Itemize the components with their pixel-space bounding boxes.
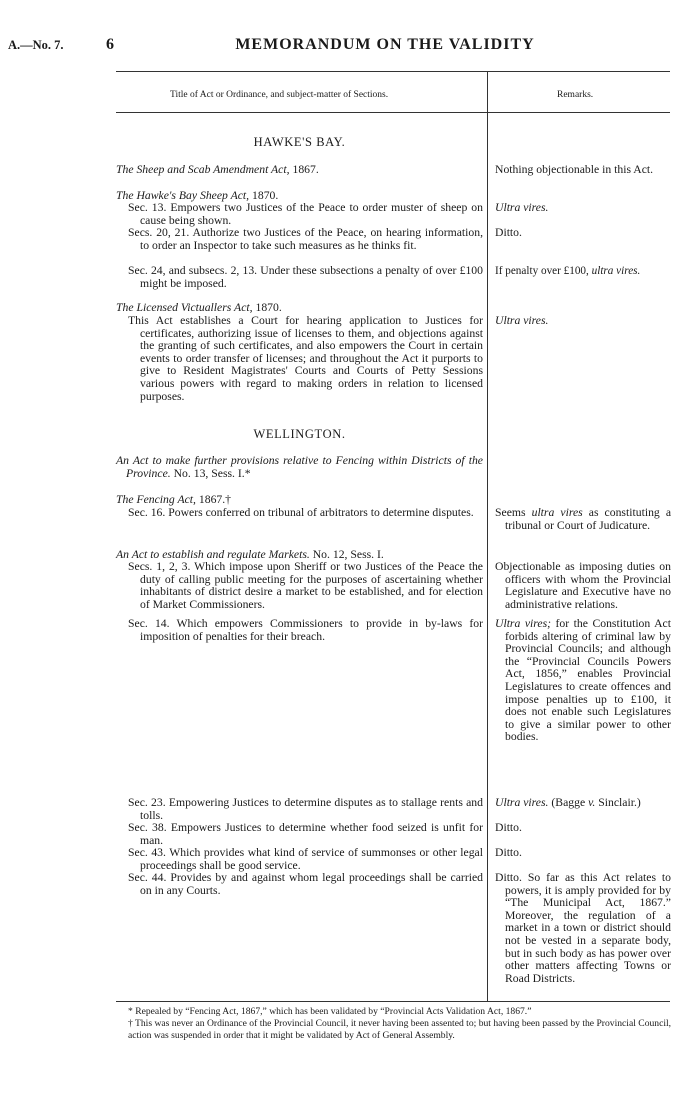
section-text: Sec. 16. Powers conferred on tribunal of arbitrators to determine disputes. <box>128 506 474 519</box>
footnote-star: * Repealed by “Fencing Act, 1867,” which has been validated by “Provincial Acts Validation Act, 1867.” <box>128 1006 532 1017</box>
remark-text: Objectionable as imposing duties on officers with whom the Provincial Legislature and Executive have no administrative relations. <box>495 560 671 611</box>
remark-section-43 <box>495 847 671 860</box>
section-text: Sec. 43. Which provides what kind of service of summonses or other legal proceedings shall be good service. <box>128 846 483 872</box>
header-rule <box>116 112 670 113</box>
act-name: The Sheep and Scab Amendment Act, <box>116 163 290 176</box>
footnote-text: † This was never an Ordinance of the Provincial Council, it never having been assented to; but having been passed by the Provincial Council, action was suspended in order that it might be validated by Act of General Assembly. <box>128 1018 672 1041</box>
act-year: 1870. <box>249 189 279 202</box>
remark-text <box>495 507 671 532</box>
remark-text: If penalty over £100, <box>495 265 592 277</box>
section-43 <box>116 847 483 872</box>
licensed-victuallers-body <box>116 315 483 403</box>
remark-text: Ditto. So far as this Act relates to powers, it is amply provided for by “The Municipal Act, 1867.” Moreover, the regulation of a market in a town or district should not be vested in a separate body, but in such body as has power over other matters affecting Towns or Road Districts. <box>495 871 671 985</box>
section-24 <box>116 265 483 290</box>
running-title: MEMORANDUM ON THE VALIDITY <box>235 36 535 53</box>
section-38 <box>116 822 483 847</box>
section-text: Secs. 20, 21. Authorize two Justices of the Peace, on hearing information, to order an Inspector to take such measures as he thinks fit. <box>128 226 483 252</box>
section-13 <box>116 202 483 227</box>
section-text: Sec. 23. Empowering Justices to determine disputes as to stallage rents and tolls. <box>128 796 483 822</box>
act-name: An Act to establish and regulate Markets. <box>116 548 310 561</box>
footnotes <box>116 1006 676 1042</box>
remark-section-14 <box>495 618 671 744</box>
act-reference: No. 13, Sess. I.* <box>170 466 251 480</box>
section-heading-wellington: WELLINGTON. <box>253 427 346 441</box>
remark-part: for the Constitution Act forbids altering of criminal law by Provincial Councils; and although the “Provincial Councils Powers Act, 1856,” enables Provincial Legislatures to create offences and impose penalties up to £100, it does not enable such Legislatures to give a similar power to other bodies. <box>505 617 671 744</box>
remark-italic: Ultra vires. <box>495 796 549 809</box>
top-rule <box>116 71 670 72</box>
section-44 <box>116 872 483 897</box>
column-divider <box>487 71 488 1001</box>
remark-section-13 <box>495 202 671 215</box>
section-text: This Act establishes a Court for hearing application to Justices for certificates, authorizing issue of licenses to them, and objections against the granting of such certificates, and also empowers the Court in certain events to order transfer of licenses; and throughout the Act it purports to give to Resident Magistrates' Courts and Courts of Petty Sessions various powers with regard to making orders in relation to licensed purposes. <box>128 314 483 403</box>
section-text: Sec. 24, and subsecs. 2, 13. Under these subsections a penalty of over £100 might be imposed. <box>128 264 483 290</box>
section-text: Sec. 13. Empowers two Justices of the Peace to order muster of sheep on cause being shown. <box>128 201 483 227</box>
section-23 <box>116 797 483 822</box>
remark-section-38 <box>495 822 671 835</box>
act-year: 1870. <box>252 301 282 314</box>
remark-text: Ditto. <box>495 846 522 859</box>
remark-licensed-victuallers <box>495 315 671 328</box>
column-heading-right: Remarks. <box>557 90 594 100</box>
column-heading-left: Title of Act or Ordinance, and subject-matter of Sections. <box>170 90 389 100</box>
remark-section-23 <box>495 797 671 810</box>
remark-section-44 <box>495 872 671 985</box>
remark-part: Seems <box>495 506 532 519</box>
remark-section-16 <box>495 507 671 532</box>
section-1-2-3 <box>116 561 483 611</box>
remark-text: Ultra vires. <box>495 314 549 327</box>
remark-section-1-2-3 <box>495 561 671 611</box>
remark-italic: Ultra vires; <box>495 617 552 630</box>
section-14 <box>116 618 483 643</box>
remark-part: Sinclair.) <box>595 796 641 809</box>
act-year: 1867. <box>289 163 319 176</box>
section-text: Sec. 14. Which empowers Commissioners to provide in by-laws for imposition of penalties for their breach. <box>128 617 483 643</box>
act-title-licensed-victuallers <box>116 302 483 315</box>
running-header <box>0 38 700 58</box>
document-number: A.—No. 7. <box>8 38 64 52</box>
act-name: The Licensed Victuallers Act, <box>116 301 253 314</box>
act-year: 1867.† <box>195 493 232 506</box>
remark-text: Ditto. <box>495 821 522 834</box>
remark-part: as constituting a tribunal or Court of Judicature. <box>505 506 672 532</box>
remark-text: Ditto. <box>495 226 522 239</box>
section-heading-hawkes-bay: HAWKE'S BAY. <box>253 135 346 149</box>
act-heading <box>116 455 483 480</box>
act-reference: No. 12, Sess. I. <box>309 548 384 561</box>
remark-text <box>495 618 671 744</box>
remark-italic: v. <box>588 796 596 809</box>
act-title-sheep-scab <box>116 164 483 177</box>
act-title-fencing-act <box>116 494 483 507</box>
remark-text: Ultra vires. <box>495 201 549 214</box>
act-title-fencing-provisions <box>116 455 483 480</box>
section-text: Sec. 38. Empowers Justices to determine whether food seized is unfit for man. <box>128 821 483 847</box>
remark-section-20-21 <box>495 227 671 240</box>
page-number: 6 <box>106 36 114 53</box>
footnote-rule <box>116 1001 670 1002</box>
section-20-21 <box>116 227 483 252</box>
remark-sheep-scab <box>495 164 671 177</box>
section-text: Secs. 1, 2, 3. Which impose upon Sheriff or two Justices of the Peace the duty of calling public meeting for the purposes of ascertaining whether inhabitants of district desire a market to be established, and for election of Market Commissioners. <box>128 560 483 611</box>
footnote-dagger <box>116 1018 676 1042</box>
remark-italic: ultra vires <box>531 506 583 519</box>
remark-part: (Bagge <box>548 796 589 809</box>
remark-text: Nothing objectionable in this Act. <box>495 163 654 176</box>
remark-section-24 <box>495 265 671 278</box>
section-text: Sec. 44. Provides by and against whom legal proceedings shall be carried on in any Courts. <box>128 871 483 897</box>
act-name: The Fencing Act, <box>116 493 196 506</box>
act-name: The Hawke's Bay Sheep Act, <box>116 189 250 202</box>
section-16 <box>116 507 483 520</box>
act-name: An Act to make further provisions relative to Fencing within Districts of the Province. <box>116 454 483 480</box>
remark-italic: ultra vires. <box>591 265 641 277</box>
